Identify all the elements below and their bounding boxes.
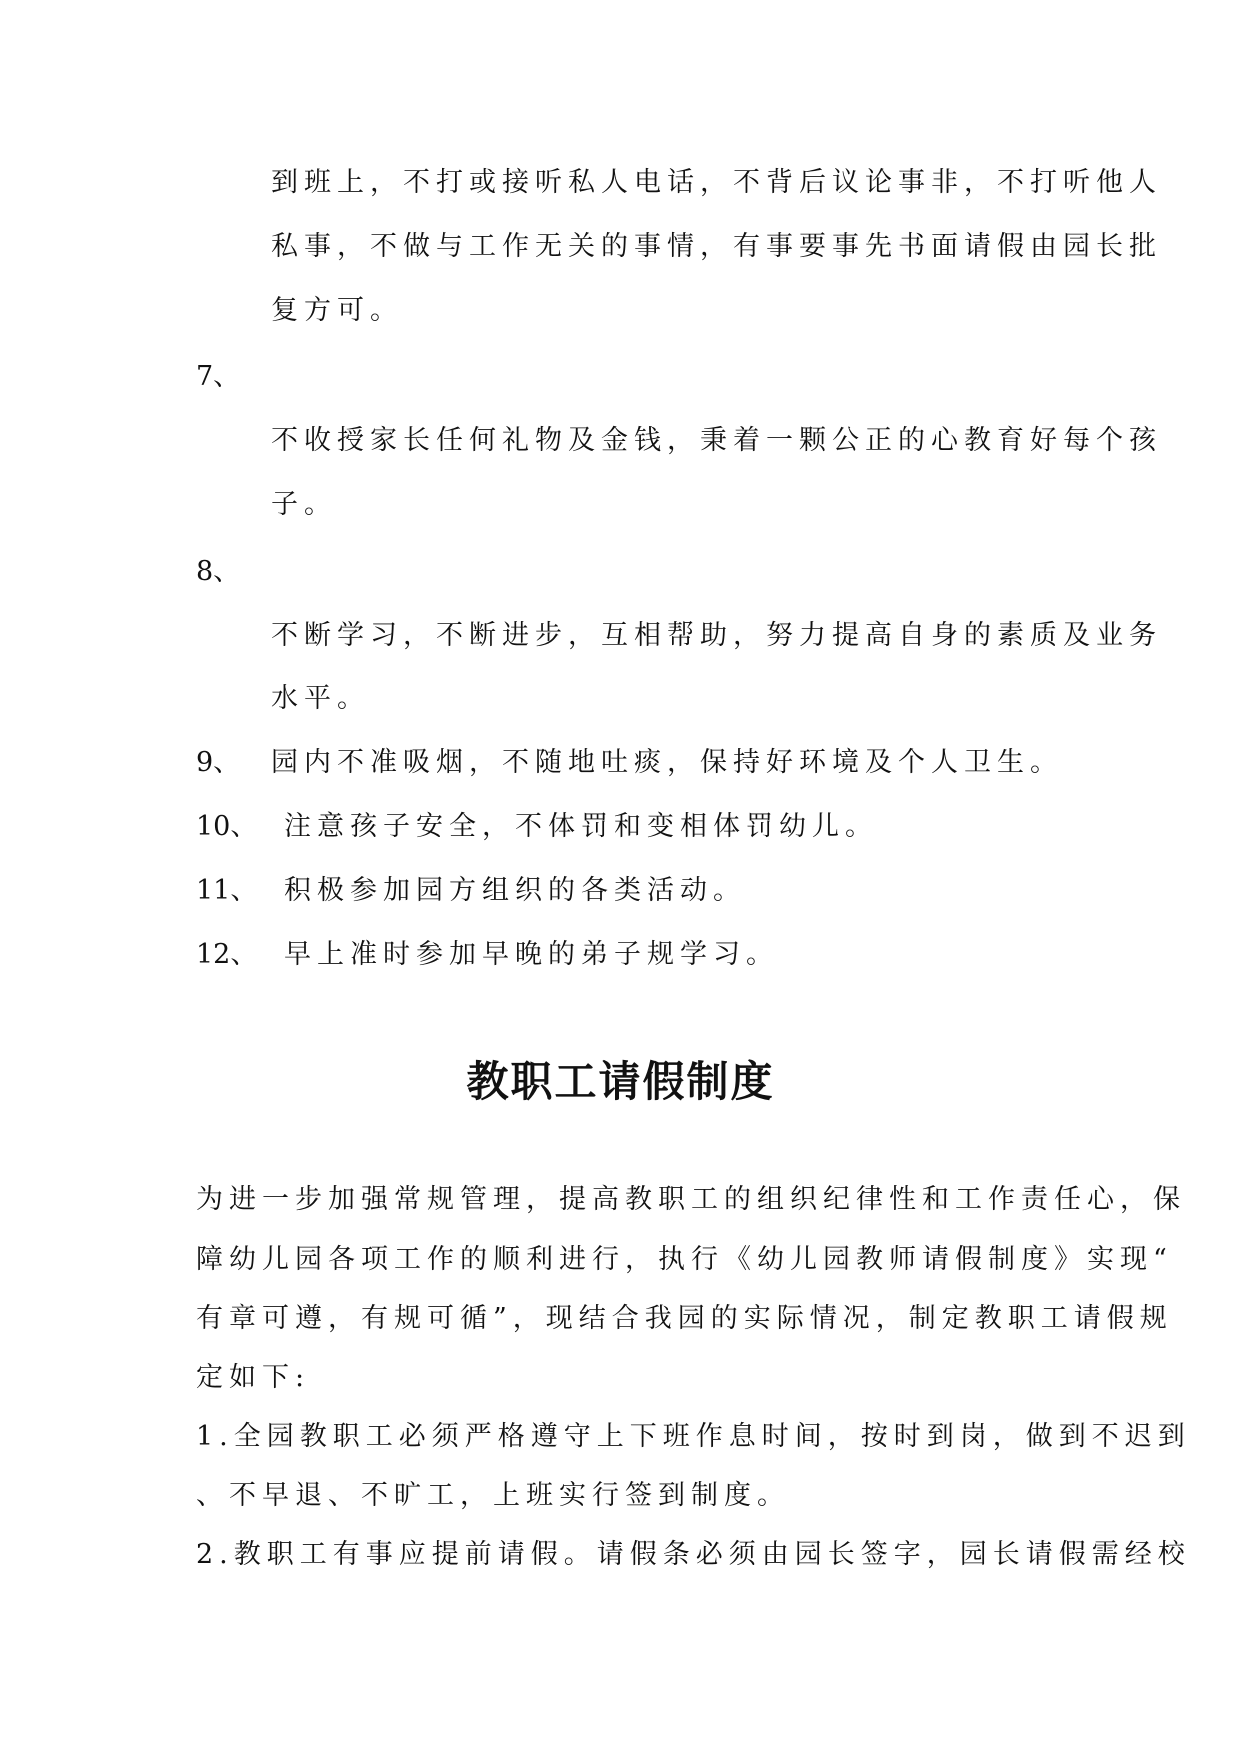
item-9-text: 园内不准吸烟，不随地吐痰，保持好环境及个人卫生。 [271, 747, 1063, 778]
item-8-number: 8、 [196, 556, 241, 587]
item-12-number: 12、 [196, 939, 258, 970]
item-7-number: 7、 [196, 361, 241, 392]
intro-line-3: 有章可遵，有规可循”，现结合我园的实际情况，制定教职工请假规 [196, 1303, 1173, 1334]
rule-2-line-1: 2.教职工有事应提前请假。请假条必须由园长签字，园长请假需经校 [196, 1539, 1191, 1570]
rule-1-line-1: 1.全园教职工必须严格遵守上下班作息时间，按时到岗，做到不迟到 [196, 1421, 1191, 1452]
continuation-line-2: 私事，不做与工作无关的事情，有事要事先书面请假由园长批 [271, 231, 1162, 262]
section-title: 教职工请假制度 [466, 1057, 775, 1106]
item-10-number: 10、 [196, 811, 258, 842]
item-7-line-2: 子。 [271, 489, 337, 520]
item-11-number: 11、 [196, 875, 258, 906]
item-8-line-1: 不断学习，不断进步，互相帮助，努力提高自身的素质及业务 [271, 620, 1162, 651]
item-9-number: 9、 [196, 747, 241, 778]
item-8-line-2: 水平。 [271, 683, 370, 714]
intro-line-4: 定如下: [196, 1362, 311, 1393]
item-12-text: 早上准时参加早晚的弟子规学习。 [284, 939, 779, 970]
continuation-line-3: 复方可。 [271, 295, 403, 326]
rule-1-line-2: 、不早退、不旷工，上班实行签到制度。 [196, 1480, 790, 1511]
continuation-line-1: 到班上，不打或接听私人电话，不背后议论事非，不打听他人 [271, 167, 1162, 198]
item-10-text: 注意孩子安全，不体罚和变相体罚幼儿。 [284, 811, 878, 842]
intro-line-2: 障幼儿园各项工作的顺利进行，执行《幼儿园教师请假制度》实现“ [196, 1244, 1173, 1275]
intro-line-1: 为进一步加强常规管理，提高教职工的组织纪律性和工作责任心，保 [196, 1184, 1186, 1215]
item-11-text: 积极参加园方组织的各类活动。 [284, 875, 746, 906]
item-7-line-1: 不收授家长任何礼物及金钱，秉着一颗公正的心教育好每个孩 [271, 425, 1162, 456]
